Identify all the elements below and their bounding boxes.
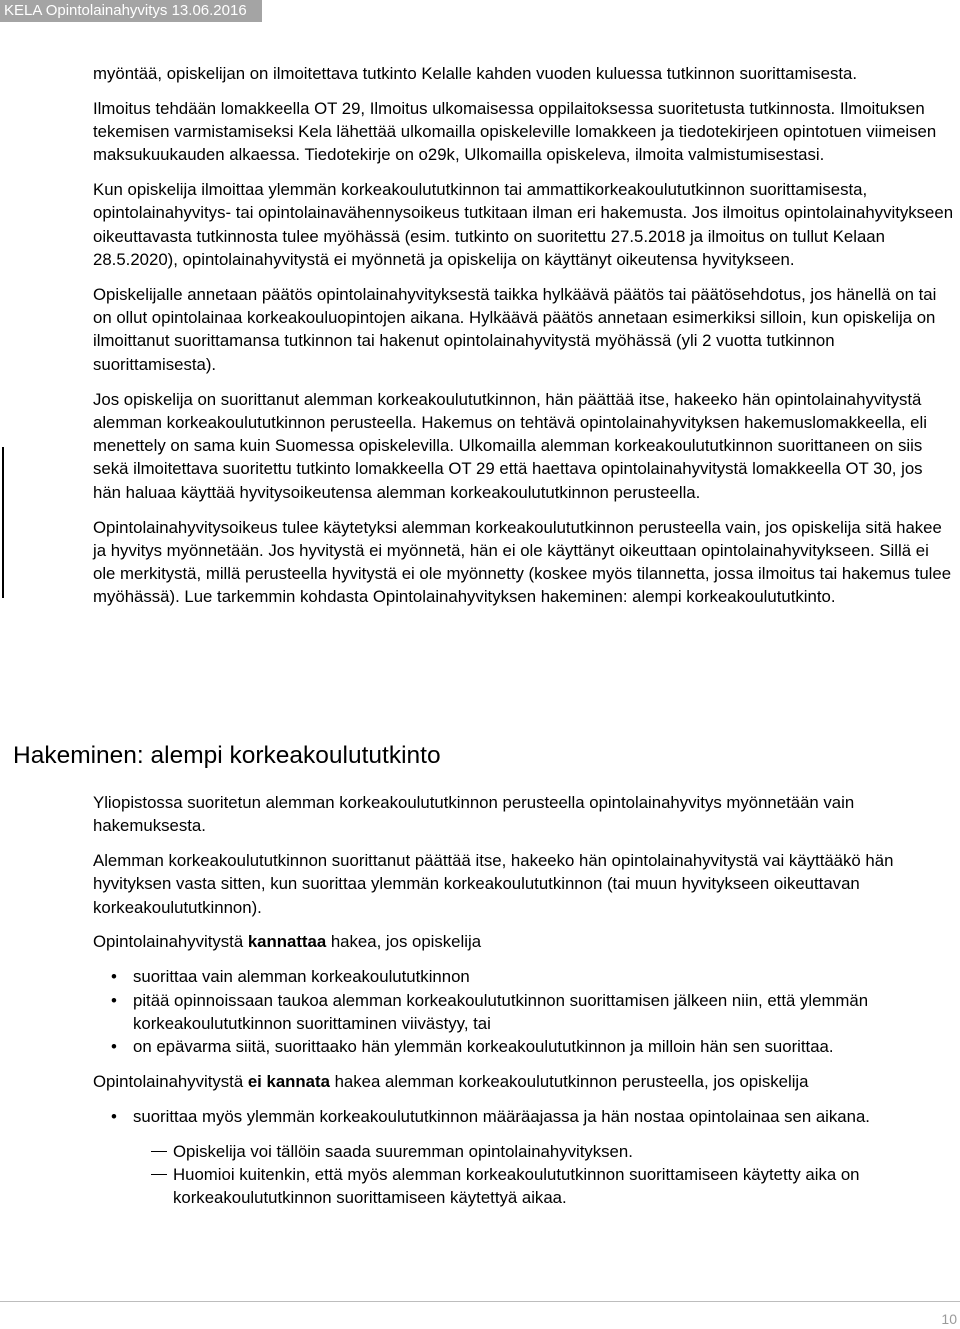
paragraph: Kun opiskelija ilmoittaa ylemmän korkeakoulututkinnon tai ammattikorkeakoulututkinnon suorittamisesta, opintolainahyvitys- tai opintolainavähennysoikeus tutkitaan ilman eri hakemusta. Jos ilmoitus opintolainahyvitykseen oikeuttavasta tutkinnosta tulee myöhässä (esim. tutkinto on suoritettu 27.5.2018 ja ilmoitus on tullut Kelaan 28.5.2020), opintolainahyvitystä ei myönnetä ja opiskelija on käyttänyt oikeutensa hyvitykseen. (93, 180, 954, 270)
paragraph: Opintolainahyvitysoikeus tulee käytetyksi alemman korkeakoulututkinnon perusteella vain, jos opiskelija sitä hakee ja hyvitys myönnetään. Jos hyvitystä ei myönnetä, hän ei ole käyttänyt oikeuttaan opintolainahyvitykseen. Sillä ei ole merkitystä, millä perusteella hyvitystä ei ole myönnetty (koskee myös tilannetta, jossa ilmoitus tai hakemus tulee myöhässä). Lue tarkemmin kohdasta Opintolainahyvityksen hakeminen: alempi korkeakoulututkinto. (93, 517, 952, 607)
sub-list-item: Huomioi kuitenkin, että myös alemman korkeakoulututkinnon suorittamiseen käytetty aika on korkeakoulututkinnon suorittamiseen käytettyä aikaa. (93, 1163, 955, 1210)
paragraph: Yliopistossa suoritetun alemman korkeakoulututkinnon perusteella opintolainahyvitys myönnetään vain hakemuksesta. (93, 793, 855, 836)
document-header-title: KELA Opintolainahyvitys 13.06.2016 (4, 2, 247, 19)
list-item: • pitää opinnoissaan taukoa alemman korkeakoulututkinnon suorittamisen jälkeen niin, että ylemmän korkeakoulututkinnon suorittaminen viivästyy, tai (93, 989, 955, 1036)
paragraph: Alemman korkeakoulututkinnon suorittanut päättää itse, hakeeko hän opintolainahyvitystä vai käyttääkö hän hyvityksen vasta sitten, kun suorittaa ylemmän korkeakoulututkinnon (tai muun hyvitykseen oikeuttavan korkeakoulututkinnon). (93, 851, 894, 917)
footer-divider (0, 1301, 960, 1302)
revision-change-bar (2, 447, 4, 598)
paragraph: myöntää, opiskelijan on ilmoitettava tutkinto Kelalle kahden vuoden kuluessa tutkinnon suorittamisesta. (93, 64, 857, 83)
emphasis-kannattaa: kannattaa (247, 932, 327, 952)
document-header-bar (0, 0, 262, 22)
paragraph: Ilmoitus tehdään lomakkeella OT 29, Ilmoitus ulkomaisessa oppilaitoksessa suoritetusta tutkinnosta. Ilmoituksen tekemisen varmistamiseksi Kela lähettää ulkomailla opiskeleville lomakkeen ja tiedotekirjeen opintotuen viimeisen maksukuukauden alkaessa. Tiedotekirje on o29k, Ulkomailla opiskeleva, ilmoita valmistumisestasi. (93, 98, 937, 165)
page-number: 10 (941, 1311, 957, 1327)
should-apply-list (93, 965, 955, 1058)
should-not-apply-intro: Opintolainahyvitystä ei kannata hakea alemman korkeakoulututkinnon perusteella, jos opiskelija (93, 1071, 809, 1091)
list-item: • suorittaa vain alemman korkeakoulututkinnon (93, 965, 955, 988)
sub-list (93, 1140, 955, 1210)
list-item: • suorittaa myös ylemmän korkeakoulututkinnon määräajassa ja hän nostaa opintolainaa sen aikana. (93, 1105, 955, 1128)
list-item: • on epävarma siitä, suorittaako hän ylemmän korkeakoulututkinnon ja milloin hän sen suorittaa. (93, 1035, 955, 1058)
emphasis-ei-kannata: ei kannata (247, 1071, 330, 1091)
paragraph: Jos opiskelija on suorittanut alemman korkeakoulututkinnon, hän päättää itse, hakeeko hän opintolainahyvitystä alemman korkeakoulututkinnon perusteella. Hakemus on tehtävä opintolainahyvityksen hakemuslomakkeella, eli menettely on sama kuin Suomessa opiskelevilla. Ulkomailla alemman korkeakoulututkinnon suorittaneen on siis sekä ilmoitettava suoritettu tutkinto lomakkeella OT 29 että haettava opintolainahyvitystä lomakkeella OT 30, jos hän haluaa käyttää hyvitysoikeutensa alemman korkeakoulututkinnon perusteella. (93, 389, 927, 502)
section-body (93, 791, 955, 1209)
should-apply-intro: Opintolainahyvitystä kannattaa hakea, jos opiskelija (93, 932, 482, 952)
should-not-apply-list (93, 1105, 955, 1128)
sub-list-item: Opiskelija voi tällöin saada suuremman opintolainahyvityksen. (93, 1140, 955, 1163)
section-heading: Hakeminen: alempi korkeakoulututkinto (13, 742, 441, 769)
paragraph: Opiskelijalle annetaan päätös opintolainahyvityksestä taikka hylkäävä päätös tai päätösehdotus, jos hänellä on tai on ollut opintolainaa korkeakouluopintojen aikana. Hylkäävä päätös annetaan esimerkiksi silloin, kun opiskelija on ilmoittanut suorittamansa tutkinnon tai hakenut opintolainahyvitystä myöhässä (yli 2 vuotta tutkinnon suorittamisesta). (93, 284, 937, 374)
body-text (93, 62, 955, 609)
